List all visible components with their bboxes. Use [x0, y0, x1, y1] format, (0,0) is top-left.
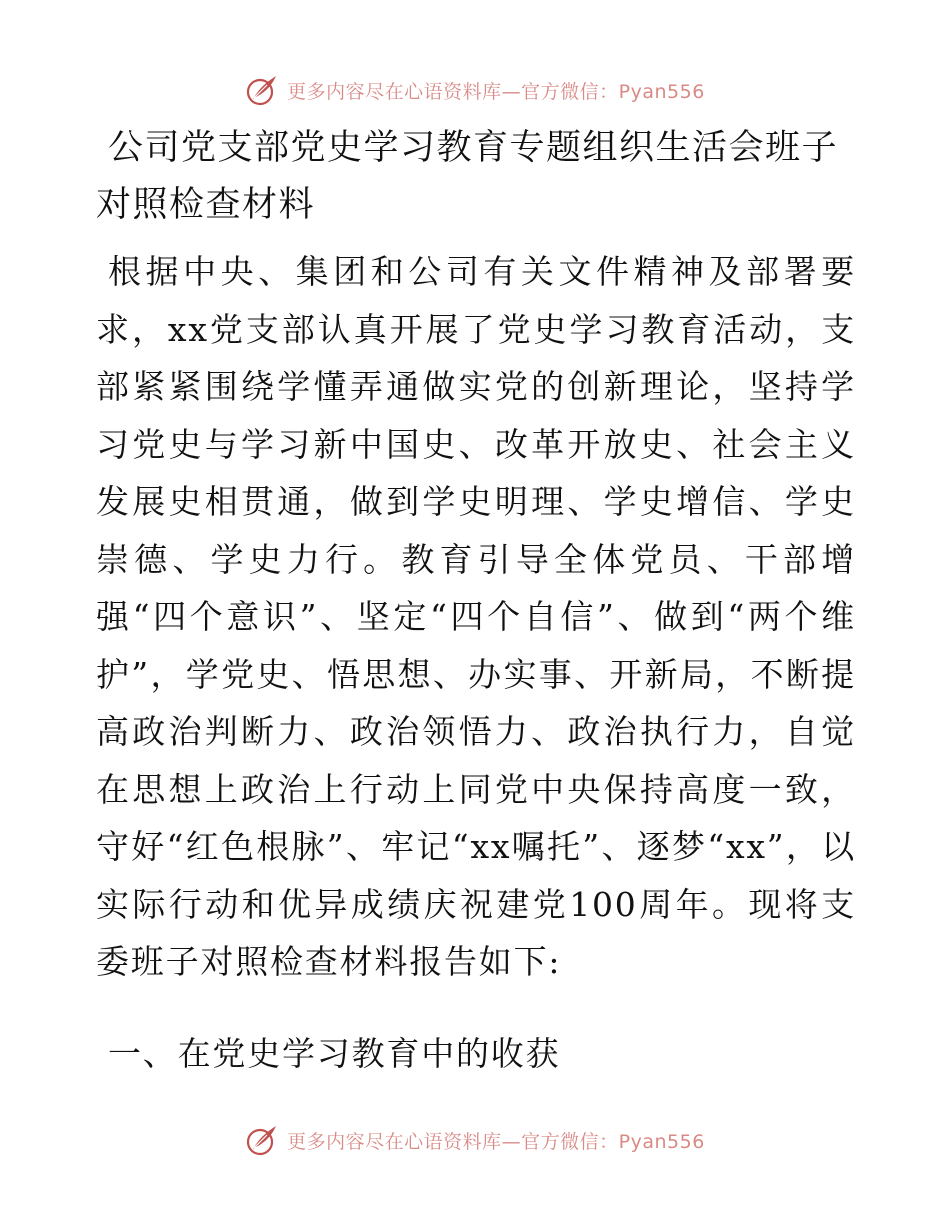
watermark-banner-bottom: [0, 1120, 950, 1160]
document-title: 公司党支部党史学习教育专题组织生活会班子对照检查材料: [96, 128, 839, 225]
watermark-text: 更多内容尽在心语资料库—官方微信：Pyan556: [287, 1130, 705, 1153]
quill-logo-icon: [245, 1123, 279, 1157]
quill-logo-icon: [245, 73, 279, 107]
intro-paragraph: 根据中央、集团和公司有关文件精神及部署要求，xx党支部认真开展了党史学习教育活动，支部紧紧围绕学懂弄通做实党的创新理论，坚持学习党史与学习新中国史、改革开放史、社会主义发展史相贯通，做到学史明理、学史增信、学史崇德、学史力行。教育引导全体党员、干部增强“四个意识”、坚定“四个自信”、做到“两个维护”，学党史、悟思想、办实事、开新局，不断提高政治判断力、政治领悟力、政治执行力，自觉在思想上政治上行动上同党中央保持高度一致，守好“红色根脉”、牢记“xx嘱托”、逐梦“xx”，以实际行动和优异成绩庆祝建党100周年。现将支委班子对照检查材料报告如下:: [96, 252, 856, 981]
section-heading: 一、在党史学习教育中的收获: [108, 1034, 561, 1073]
watermark-text: 更多内容尽在心语资料库—官方微信：Pyan556: [287, 80, 705, 103]
watermark-banner-top: [0, 70, 950, 110]
